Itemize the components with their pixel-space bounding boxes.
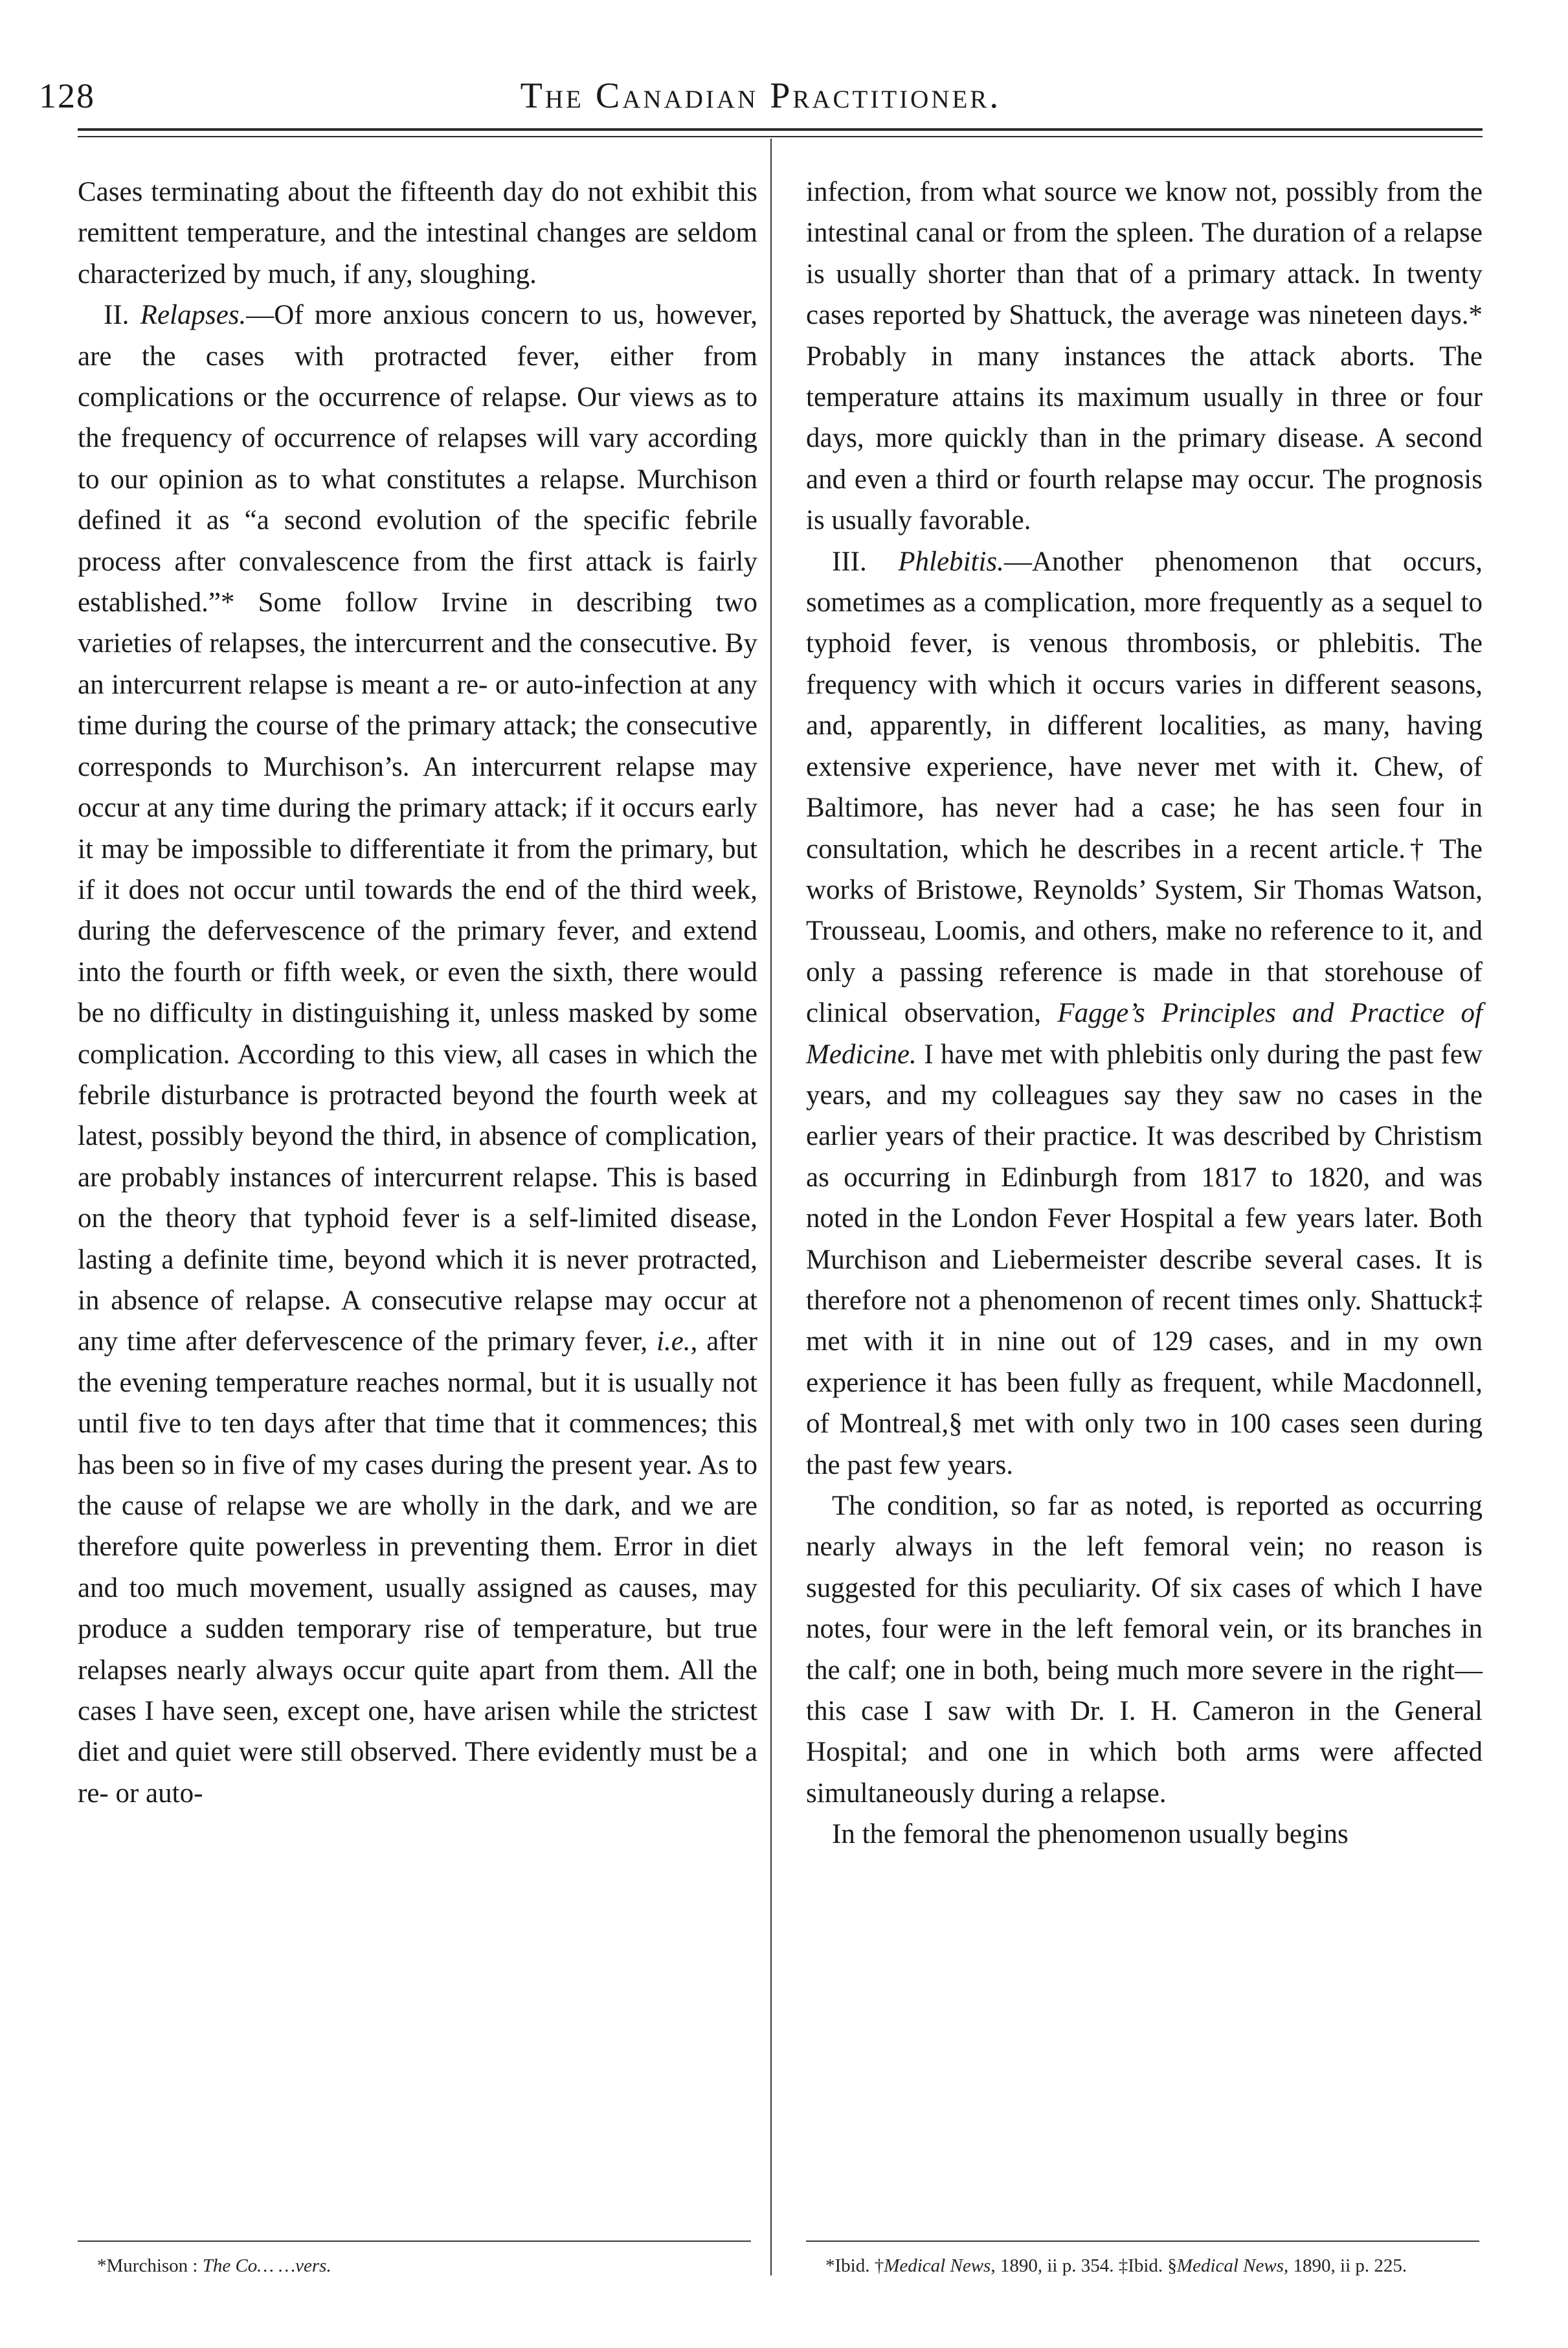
footnote-text: *Ibid. † — [825, 2255, 884, 2276]
journal-title: The Canadian Practitioner. — [520, 76, 1002, 116]
paragraph-text: I have met with phlebitis only during the past few years, and my colleagues say they saw no cases in the earlier years of their practice. It was described by Christism as occurring in Edinburgh from 1817 to 1820, and was noted in the London Fever Hospital a few years later. Both Murchison and Liebermeister describe several cases. It is therefore not a phenomenon of recent times only. Shattuck‡ met with it in nine out of 129 cases, and in my own experience it has been fully as frequent, while Macdonnell, of Montreal,§ met with only two in 100 cases seen during the past few years. — [806, 1039, 1483, 1480]
header-rule-thick — [78, 128, 1483, 131]
paragraph-typhoid-remittent: Cases terminating about the fifteenth day do not exhibit this remittent temperature, and the intestinal changes are seldom characterized by much, if any, sloughing. — [78, 177, 757, 289]
footnote-italic: The Co… …vers. — [202, 2255, 331, 2276]
section-number: II. — [104, 300, 140, 331]
footnote-rule-left — [78, 2241, 751, 2242]
paragraph-text: —Another phenomenon that occurs, sometimes as a complication, more frequently as a sequel to typhoid fever, is venous thrombosis, or phlebitis. The frequency with which it occurs varies in different seasons, and, apparently, in different localities, as many, having extensive experience, have never met with it. Chew, of Baltimore, has never had a case; he has seen four in consultation, which he describes in a recent article.† The works of Bristowe, Reynolds’ System, Sir Thomas Watson, Trousseau, Loomis, and others, make no reference to it, and only a passing reference is made in that storehouse of clinical observation, — [806, 546, 1483, 1029]
paragraph-relapses — [78, 295, 757, 1814]
paragraph-relapse-duration: infection, from what source we know not, possibly from the intestinal canal or from the spleen. The duration of a relapse is usually shorter than that of a primary attack. In twenty cases reported by Shattuck, the average was nineteen days.* Probably in many instances the attack aborts. The temperature attains its maximum usually in three or four days, more quickly than in the primary disease. A second and even a third or fourth relapse may occur. The prognosis is usually favorable. — [806, 177, 1483, 536]
paragraph-femoral-onset: In the femoral the phenomenon usually begins — [832, 1819, 1349, 1850]
header-rule-thin — [78, 136, 1483, 137]
footnote-murchison — [97, 2252, 745, 2279]
section-heading-relapses: Relapses. — [140, 300, 247, 331]
footnote-rule-right — [806, 2241, 1479, 2242]
left-column — [78, 172, 757, 1814]
footnote-text: , 1890, ii p. 225. — [1284, 2255, 1407, 2276]
footnote-text: , 1890, ii p. 354. ‡Ibid. § — [991, 2255, 1177, 2276]
footnote-text: *Murchison : — [97, 2255, 203, 2276]
paragraph-text: —Of more anxious concern to us, however, are the cases with protracted fever, either from complications or the occurrence of relapse. Our views as to the frequency of occurrence of relapses will vary according to our opinion as to what constitutes a relapse. Murchison defined it as “a second evolution of the specific febrile process after convalescence from the first attack is fairly established.”* Some follow Irvine in describing two varieties of relapses, the intercurrent and the consecutive. By an intercurrent relapse is meant a re- or auto-infection at any time during the course of the primary attack; the consecutive corresponds to Murchison’s. An intercurrent relapse may occur at any time during the primary attack; if it occurs early it may be impossible to differentiate it from the primary, but if it does not occur until towards the end of the third week, during the defervescence of the primary fever, and extend into the fourth or fifth week, or even the sixth, there would be no difficulty in distinguishing it, unless masked by some complication. According to this view, all cases in which the febrile disturbance is protracted beyond the fourth week at latest, possibly beyond the third, in absence of complication, are probably instances of intercurrent relapse. This is based on the theory that typhoid fever is a self-limited disease, lasting a definite time, beyond which it is never protracted, in absence of relapse. A consecutive relapse may occur at any time after defervescence of the primary fever, — [78, 300, 757, 1357]
footnote-italic: Medical News — [1176, 2255, 1284, 2276]
footnote-references — [825, 2252, 1473, 2279]
section-heading-phlebitis: Phlebitis. — [898, 546, 1004, 577]
italic-abbreviation: i.e. — [656, 1326, 691, 1357]
paragraph-phlebitis — [806, 541, 1483, 1485]
italic-book-title: Fagge’s Principles and Practice of Medicine. — [806, 998, 1483, 1070]
footnote-italic: Medical News — [884, 2255, 991, 2276]
running-header — [39, 65, 1483, 127]
section-number: III. — [832, 546, 899, 577]
paragraph-femoral-vein: The condition, so far as noted, is reported as occurring nearly always in the left femoral vein; no reason is suggested for this peculiarity. Of six cases of which I have notes, four were in the left femoral vein, or its branches in the calf; one in both, being much more severe in the right—this case I saw with Dr. I. H. Cameron in the General Hospital; and one in which both arms were affected simultaneously during a relapse. — [806, 1491, 1483, 1809]
paragraph-text: , after the evening temperature reaches normal, but it is usually not until five to ten days after that time that it commences; this has been so in five of my cases during the present year. As to the cause of relapse we are wholly in the dark, and we are therefore quite powerless in preventing them. Error in diet and too much movement, usually assigned as causes, may produce a sudden temporary rise of temperature, but true relapses nearly always occur quite apart from them. All the cases I have seen, except one, have arisen while the strictest diet and quiet were still observed. There evidently must be a re- or auto- — [78, 1326, 758, 1809]
page-number: 128 — [39, 76, 95, 115]
column-divider — [770, 139, 772, 2275]
right-column — [806, 172, 1483, 1855]
